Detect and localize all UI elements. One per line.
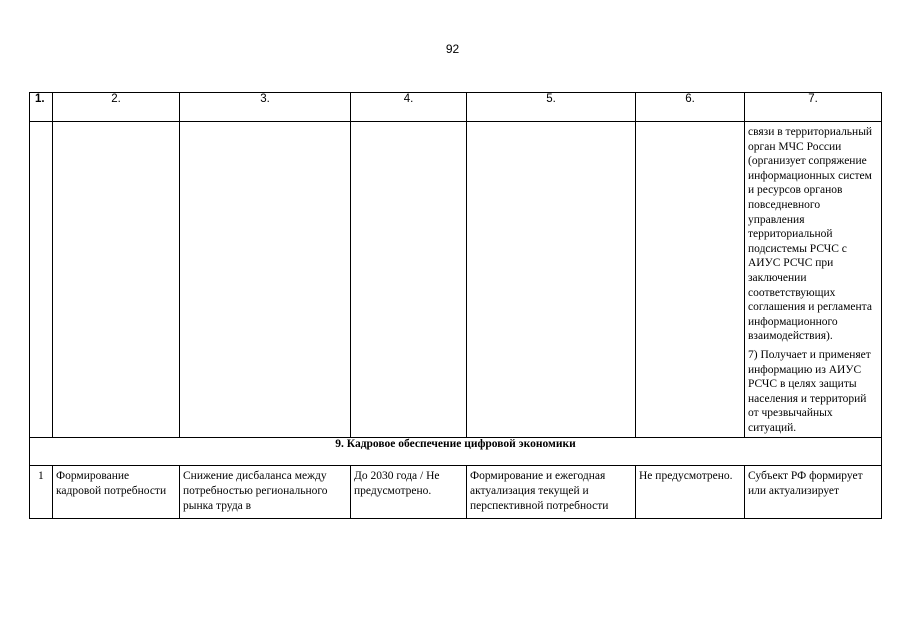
continuation-cell-1 bbox=[30, 122, 53, 438]
section-title: 9. Кадровое обеспечение цифровой экономики bbox=[30, 438, 882, 466]
continuation-cell-2 bbox=[53, 122, 180, 438]
continuation-cell-3 bbox=[180, 122, 351, 438]
row-text-3: Снижение дисбаланса между потребностью регионального рынка труда в bbox=[183, 470, 328, 512]
table-header-row bbox=[30, 93, 882, 122]
row-cell-4 bbox=[351, 466, 467, 519]
continuation-paragraph-2: 7) Получает и применяет информацию из АИУС РСЧС в целях защиты населения и территорий от чрезвычайных ситуаций. bbox=[748, 348, 871, 434]
row-text-6: Не предусмотрено. bbox=[639, 470, 733, 483]
continuation-paragraph-1: связи в территориальный орган МЧС России (организует сопряжение информационных систем и ресурсов органов повседневного управления территориальной подсистемы РСЧС с АИУС РСЧС при заключении соответствующих соглашения и регламента информационного взаимодействия). bbox=[748, 126, 873, 343]
continuation-cell-6 bbox=[636, 122, 745, 438]
row-text-2: Формирование кадровой потребности bbox=[56, 470, 167, 498]
row-cell-3 bbox=[180, 466, 351, 519]
row-cell-6 bbox=[636, 466, 745, 519]
header-col-2: 2. bbox=[53, 93, 180, 122]
table-row bbox=[30, 466, 882, 519]
continuation-cell-7 bbox=[745, 122, 882, 438]
header-col-6: 6. bbox=[636, 93, 745, 122]
section-row bbox=[30, 438, 882, 466]
row-cell-7 bbox=[745, 466, 882, 519]
page-number: 92 bbox=[445, 42, 460, 56]
header-col-5: 5. bbox=[467, 93, 636, 122]
row-text-5: Формирование и ежегодная актуализация текущей и перспективной потребности bbox=[470, 470, 609, 512]
header-col-3: 3. bbox=[180, 93, 351, 122]
header-col-7: 7. bbox=[745, 93, 882, 122]
continuation-cell-4 bbox=[351, 122, 467, 438]
row-number-cell bbox=[30, 466, 53, 519]
row-text-7: Субъект РФ формирует или актуализирует bbox=[748, 470, 863, 498]
continuation-cell-5 bbox=[467, 122, 636, 438]
row-cell-2 bbox=[53, 466, 180, 519]
row-number: 1 bbox=[38, 470, 44, 483]
row-text-4: До 2030 года / Не предусмотрено. bbox=[354, 470, 440, 498]
document-table bbox=[29, 92, 882, 519]
header-col-4: 4. bbox=[351, 93, 467, 122]
header-col-1: 1. bbox=[30, 93, 53, 122]
continuation-row bbox=[30, 122, 882, 438]
row-cell-5 bbox=[467, 466, 636, 519]
